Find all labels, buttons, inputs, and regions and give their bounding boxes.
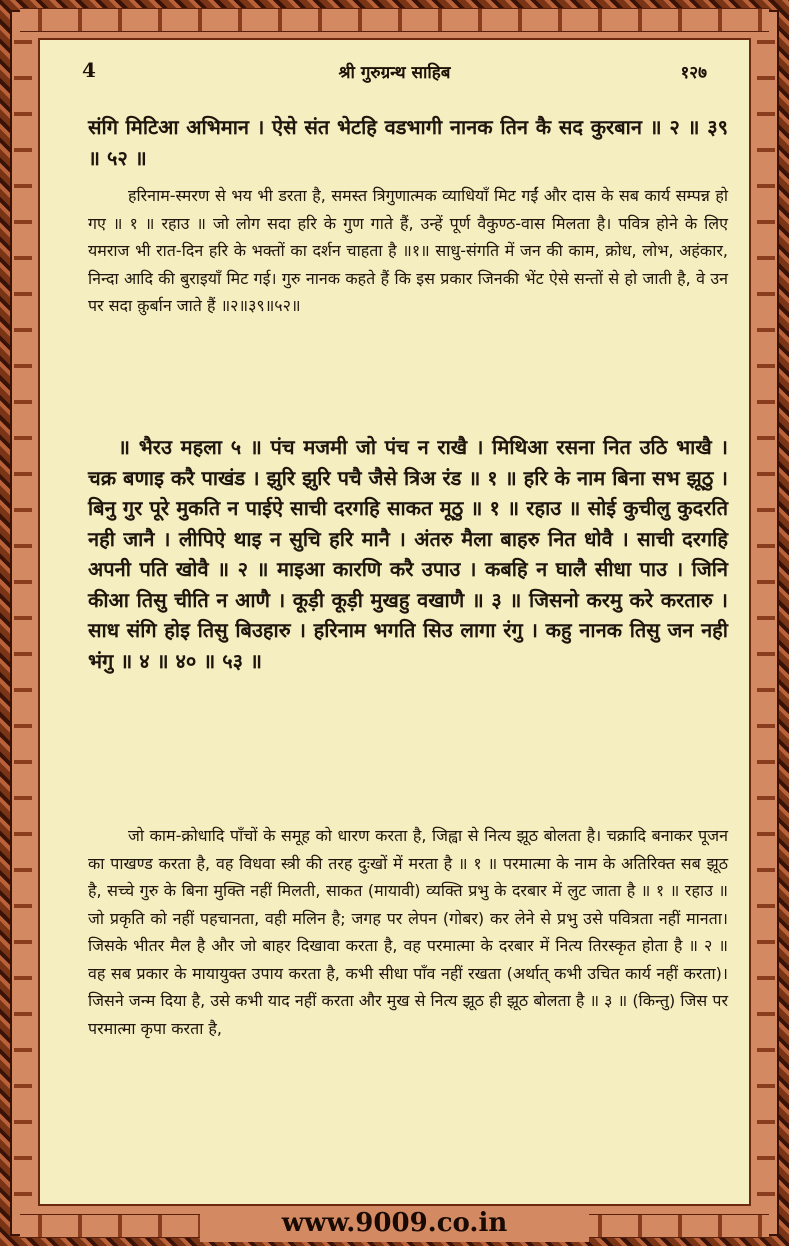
page-title: श्री गुरुग्रन्थ साहिब	[338, 63, 451, 83]
page-number-right: १२७	[680, 63, 707, 83]
ornament-top	[20, 8, 769, 32]
page-number-left: 4	[82, 58, 96, 82]
scripture-page	[38, 38, 751, 1206]
page-header	[82, 58, 707, 88]
verse-text: संगि मिटिआ अभिमान । ऐसे संत भेटहि वडभागी नानक तिन कै सद कुरबान ॥ २ ॥ ३९ ॥ ५२ ॥	[88, 115, 728, 170]
verse-text: ॥ भैरउ महला ५ ॥ पंच मजमी जो पंच न राखै । मिथिआ रसना नित उठि भाखै । चक्र बणाइ करै पाखंड । झुरि झुरि पचै जैसे त्रिअ रंड ॥ १ ॥ हरि के नाम बिना सभ झूठु । बिनु गुर पूरे मुकति न पाईऐ साची दरगहि साकत मूठु ॥ १ ॥ रहाउ ॥ सोई कुचीलु कुदरति नही जानै । लीपिऐ थाइ न सुचि हरि मानै । अंतरु मैला बाहरु नित धोवै । साची दरगहि अपनी पति खोवै ॥ २ ॥ माइआ कारणि करै उपाउ । कबहि न घालै सीधा पाउ । जिनि कीआ तिसु चीति न आणै । कूड़ी कूड़ी मुखहु वखाणै ॥ ३ ॥ जिसनो करमु करे करतारु । साध संगि होइ तिसु बिउहारु । हरिनाम भगति सिउ लागा रंगु । कहु नानक तिसु जन नही भंगु ॥ ४ ॥ ४० ॥ ५३ ॥	[88, 435, 728, 673]
meaning-text: जो काम-क्रोधादि पाँचों के समूह को धारण करता है, जिह्वा से नित्य झूठ बोलता है। चक्रादि बनाकर पूजन का पाखण्ड करता है, वह विधवा स्त्री की तरह दुःखों में मरता है ॥ १ ॥ परमात्मा के नाम के अतिरिक्त सब झूठ है, सच्चे गुरु के बिना मुक्ति नहीं मिलती, साकत (मायावी) व्यक्ति प्रभु के दरबार में लुट जाता है ॥ १ ॥ रहाउ ॥ जो प्रकृति को नहीं पहचानता, वही मलिन है; जगह पर लेपन (गोबर) कर लेने से प्रभु उसे पवित्रता नहीं मानता। जिसके भीतर मैल है और जो बाहर दिखावा करता है, वह परमात्मा के दरबार में नित्य तिरस्कृत होता है ॥ २ ॥ वह सब प्रकार के मायायुक्त उपाय करता है, कभी सीधा पाँव नहीं रखता (अर्थात् कभी उचित कार्य नहीं करता)। जिसने जन्म दिया है, उसे कभी याद नहीं करता और मुख से नित्य झूठ ही झूठ बोलता है ॥ ३ ॥ (किन्तु) जिस पर परमात्मा कृपा करता है,	[88, 826, 728, 1038]
ornament-left	[14, 34, 32, 1212]
website-url: www.9009.co.in	[281, 1208, 508, 1238]
ornament-right	[757, 34, 775, 1212]
meaning-text: हरिनाम-स्मरण से भय भी डरता है, समस्त त्रिगुणात्मक व्याधियाँ मिट गईं और दास के सब कार्य सम्पन्न हो गए ॥ १ ॥ रहाउ ॥ जो लोग सदा हरि के गुण गाते हैं, उन्हें पूर्ण वैकुण्ठ-वास मिलता है। पवित्र होने के लिए यमराज भी रात-दिन हरि के भक्तों का दर्शन चाहता है ॥१॥ साधु-संगति में जन की काम, क्रोध, लोभ, अहंकार, निन्दा आदि की बुराइयाँ मिट गई। गुरु नानक कहते हैं कि इस प्रकार जिनकी भेंट ऐसे सन्तों से हो जाती है, वे उन पर सदा क़ुर्बान जाते हैं ॥२॥३९॥५२॥	[88, 186, 728, 315]
